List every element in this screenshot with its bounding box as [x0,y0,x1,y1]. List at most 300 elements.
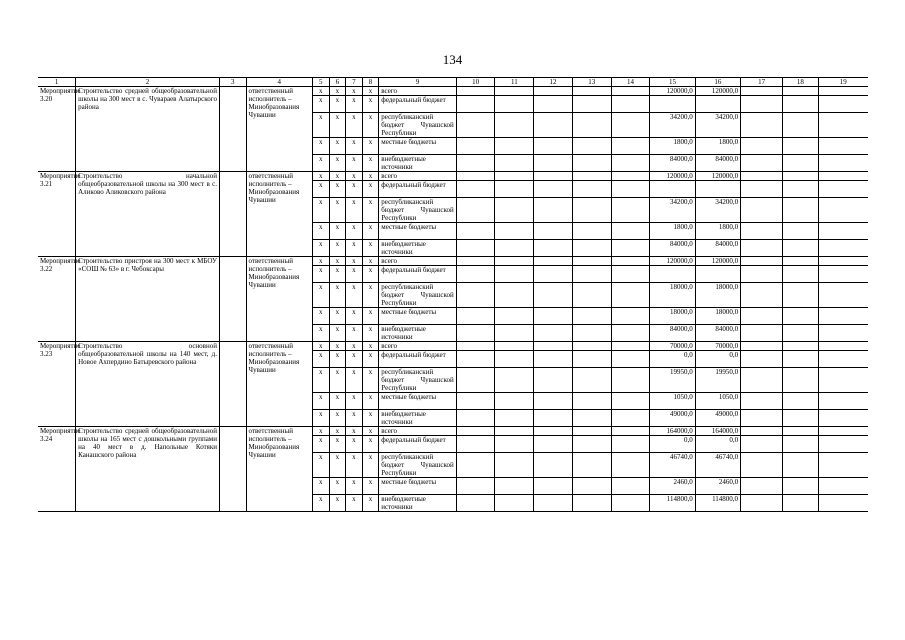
amount-col16: 2460,0 [695,478,740,495]
empty-cell [741,342,783,351]
amount-col16: 120000,0 [695,257,740,266]
funding-source: федеральный бюджет [379,96,456,113]
empty-cell [495,257,534,266]
mark-cell: x [346,96,363,113]
column-header: 6 [329,78,346,87]
mark-cell: x [329,266,346,283]
mark-cell: x [329,223,346,240]
empty-cell [741,308,783,325]
empty-cell [783,240,818,257]
mark-cell: x [312,240,329,257]
empty-cell [818,453,868,478]
empty-cell [534,368,573,393]
empty-cell [456,308,495,325]
empty-cell [818,393,868,410]
mark-cell: x [329,198,346,223]
empty-cell [456,393,495,410]
column-header: 3 [219,78,246,87]
mark-cell: x [329,410,346,427]
empty-cell [534,198,573,223]
empty-cell [495,223,534,240]
amount-col16: 34200,0 [695,113,740,138]
empty-cell [741,283,783,308]
funding-source: федеральный бюджет [379,181,456,198]
empty-cell [456,436,495,453]
mark-cell: x [329,368,346,393]
empty-cell [818,223,868,240]
mark-cell: x [346,198,363,223]
empty-cell [818,351,868,368]
empty-cell [611,87,650,96]
empty-cell [495,308,534,325]
funding-source: федеральный бюджет [379,266,456,283]
empty-cell [741,198,783,223]
empty-cell [741,410,783,427]
mark-cell: x [329,478,346,495]
empty-cell [741,87,783,96]
mark-cell: x [362,181,379,198]
amount-col16: 114800,0 [695,495,740,512]
mark-cell: x [329,308,346,325]
empty-cell [534,308,573,325]
empty-cell [572,181,611,198]
empty-cell [818,87,868,96]
empty-cell [495,181,534,198]
empty-cell [783,96,818,113]
empty-cell [783,172,818,181]
empty-cell [783,181,818,198]
amount-col15 [650,266,695,283]
mark-cell: x [312,393,329,410]
column-header: 1 [38,78,76,87]
empty-cell [456,478,495,495]
empty-cell [818,308,868,325]
empty-cell [456,172,495,181]
empty-cell [495,478,534,495]
empty-cell [741,427,783,436]
amount-col15: 18000,0 [650,283,695,308]
mark-cell: x [312,308,329,325]
empty-cell [456,198,495,223]
mark-cell: x [362,155,379,172]
executor: ответственный исполнитель – Минобразования Чувашии [246,172,312,257]
funding-source: федеральный бюджет [379,351,456,368]
empty-cell [572,478,611,495]
empty-cell [818,257,868,266]
empty-cell [534,436,573,453]
mark-cell: x [362,436,379,453]
measure-name: Строительство основной общеобразовательной школы на 140 мест, д. Новое Ахпердино Батыревского района [76,342,220,427]
empty-cell [611,351,650,368]
mark-cell: x [329,427,346,436]
empty-cell [495,266,534,283]
mark-cell: x [362,198,379,223]
empty-cell [611,436,650,453]
mark-cell: x [312,181,329,198]
mark-cell: x [329,240,346,257]
empty-cell [495,138,534,155]
column-header: 4 [246,78,312,87]
mark-cell: x [362,266,379,283]
column-header: 10 [456,78,495,87]
column-header: 15 [650,78,695,87]
empty-cell [572,495,611,512]
empty-cell [783,436,818,453]
empty-cell [534,495,573,512]
empty-cell [456,283,495,308]
mark-cell: x [362,495,379,512]
empty-cell [534,172,573,181]
empty-cell [456,240,495,257]
mark-cell: x [329,155,346,172]
mark-cell: x [346,308,363,325]
amount-col15: 1800,0 [650,223,695,240]
empty-cell [572,113,611,138]
empty-cell [495,113,534,138]
table-row [38,172,868,181]
empty-cell [611,113,650,138]
empty-cell [818,410,868,427]
empty-cell [611,96,650,113]
empty-cell [456,427,495,436]
mark-cell: x [362,351,379,368]
mark-cell: x [362,223,379,240]
empty-cell [611,453,650,478]
empty-cell [534,410,573,427]
mark-cell: x [346,325,363,342]
empty-cell [818,181,868,198]
measure-label: Мероприятие 3.21 [38,172,76,257]
amount-col16: 120000,0 [695,87,740,96]
empty-cell [219,257,246,342]
empty-cell [456,342,495,351]
empty-cell [741,96,783,113]
empty-cell [611,266,650,283]
empty-cell [572,453,611,478]
empty-cell [818,436,868,453]
empty-cell [818,495,868,512]
empty-cell [534,223,573,240]
funding-source: республиканский бюджет Чувашской Республики [379,113,456,138]
empty-cell [534,181,573,198]
amount-col15: 164000,0 [650,427,695,436]
empty-cell [572,325,611,342]
empty-cell [495,198,534,223]
empty-cell [818,113,868,138]
mark-cell: x [346,393,363,410]
empty-cell [611,223,650,240]
page-number: 134 [442,52,463,67]
mark-cell: x [312,87,329,96]
amount-col15: 84000,0 [650,325,695,342]
empty-cell [818,342,868,351]
mark-cell: x [346,87,363,96]
empty-cell [456,410,495,427]
empty-cell [456,96,495,113]
amount-col16: 18000,0 [695,283,740,308]
empty-cell [741,172,783,181]
mark-cell: x [346,172,363,181]
measure-name: Строительство начальной общеобразовательной школы на 300 мест в с. Аликово Аликовского района [76,172,220,257]
empty-cell [495,325,534,342]
empty-cell [495,283,534,308]
empty-cell [572,155,611,172]
column-header: 18 [783,78,818,87]
empty-cell [456,351,495,368]
amount-col16: 84000,0 [695,240,740,257]
executor: ответственный исполнитель – Минобразования Чувашии [246,342,312,427]
empty-cell [534,427,573,436]
empty-cell [495,436,534,453]
mark-cell: x [312,266,329,283]
empty-cell [741,113,783,138]
amount-col16 [695,96,740,113]
empty-cell [495,342,534,351]
mark-cell: x [329,181,346,198]
empty-cell [783,198,818,223]
empty-cell [611,240,650,257]
column-header: 13 [572,78,611,87]
mark-cell: x [346,495,363,512]
mark-cell: x [329,87,346,96]
empty-cell [611,138,650,155]
empty-cell [495,393,534,410]
funding-source: республиканский бюджет Чувашской Республики [379,198,456,223]
mark-cell: x [329,283,346,308]
column-header: 16 [695,78,740,87]
empty-cell [572,283,611,308]
empty-cell [572,436,611,453]
mark-cell: x [346,283,363,308]
empty-cell [783,138,818,155]
budget-table [38,77,868,512]
mark-cell: x [362,393,379,410]
mark-cell: x [312,138,329,155]
mark-cell: x [346,410,363,427]
empty-cell [456,223,495,240]
mark-cell: x [346,240,363,257]
mark-cell: x [312,436,329,453]
empty-cell [783,257,818,266]
mark-cell: x [346,453,363,478]
empty-cell [495,495,534,512]
empty-cell [611,198,650,223]
amount-col15: 84000,0 [650,155,695,172]
empty-cell [572,351,611,368]
empty-cell [611,181,650,198]
table-row [38,427,868,436]
empty-cell [741,325,783,342]
empty-cell [219,342,246,427]
empty-cell [611,393,650,410]
amount-col15: 34200,0 [650,198,695,223]
empty-cell [818,266,868,283]
empty-cell [818,96,868,113]
amount-col16 [695,266,740,283]
amount-col16: 84000,0 [695,325,740,342]
mark-cell: x [329,257,346,266]
measure-label: Мероприятие 3.24 [38,427,76,512]
empty-cell [611,325,650,342]
empty-cell [783,410,818,427]
empty-cell [572,198,611,223]
mark-cell: x [329,113,346,138]
funding-source: всего [379,427,456,436]
empty-cell [611,495,650,512]
measure-name: Строительство пристроя на 300 мест к МБОУ «СОШ № 63» в г. Чебоксары [76,257,220,342]
mark-cell: x [346,138,363,155]
mark-cell: x [362,138,379,155]
mark-cell: x [329,96,346,113]
empty-cell [534,393,573,410]
amount-col15 [650,96,695,113]
empty-cell [783,453,818,478]
mark-cell: x [312,257,329,266]
funding-source: внебюджетные источники [379,325,456,342]
mark-cell: x [362,410,379,427]
amount-col16: 84000,0 [695,155,740,172]
amount-col16: 0,0 [695,436,740,453]
amount-col16 [695,181,740,198]
mark-cell: x [312,325,329,342]
empty-cell [534,266,573,283]
column-header: 2 [76,78,220,87]
mark-cell: x [362,325,379,342]
mark-cell: x [362,453,379,478]
empty-cell [456,87,495,96]
empty-cell [456,368,495,393]
mark-cell: x [312,410,329,427]
empty-cell [534,342,573,351]
empty-cell [783,223,818,240]
empty-cell [572,257,611,266]
amount-col16: 120000,0 [695,172,740,181]
mark-cell: x [329,138,346,155]
mark-cell: x [329,172,346,181]
empty-cell [572,393,611,410]
empty-cell [611,342,650,351]
empty-cell [572,223,611,240]
empty-cell [456,495,495,512]
mark-cell: x [346,266,363,283]
amount-col15: 19950,0 [650,368,695,393]
mark-cell: x [362,87,379,96]
empty-cell [818,138,868,155]
mark-cell: x [312,453,329,478]
amount-col15: 46740,0 [650,453,695,478]
funding-source: местные бюджеты [379,223,456,240]
empty-cell [495,172,534,181]
funding-source: внебюджетные источники [379,240,456,257]
empty-cell [611,427,650,436]
mark-cell: x [346,223,363,240]
mark-cell: x [312,368,329,393]
mark-cell: x [346,113,363,138]
funding-source: внебюджетные источники [379,410,456,427]
column-header: 19 [818,78,868,87]
empty-cell [456,453,495,478]
mark-cell: x [329,342,346,351]
empty-cell [572,87,611,96]
empty-cell [818,325,868,342]
measure-name: Строительство средней общеобразовательной школы на 300 мест в с. Чувараев Алатырского района [76,87,220,172]
empty-cell [783,342,818,351]
mark-cell: x [362,283,379,308]
mark-cell: x [346,342,363,351]
empty-cell [219,172,246,257]
empty-cell [534,155,573,172]
funding-source: местные бюджеты [379,308,456,325]
empty-cell [783,87,818,96]
table-row [38,87,868,96]
amount-col16: 1800,0 [695,138,740,155]
amount-col16: 164000,0 [695,427,740,436]
mark-cell: x [312,351,329,368]
empty-cell [495,368,534,393]
amount-col15: 84000,0 [650,240,695,257]
empty-cell [495,87,534,96]
measure-label: Мероприятие 3.20 [38,87,76,172]
empty-cell [741,368,783,393]
amount-col16: 46740,0 [695,453,740,478]
mark-cell: x [329,453,346,478]
empty-cell [495,96,534,113]
funding-source: внебюджетные источники [379,495,456,512]
empty-cell [818,155,868,172]
amount-col15: 70000,0 [650,342,695,351]
funding-source: федеральный бюджет [379,436,456,453]
empty-cell [456,325,495,342]
mark-cell: x [312,283,329,308]
mark-cell: x [312,427,329,436]
amount-col16: 34200,0 [695,198,740,223]
amount-col16: 18000,0 [695,308,740,325]
column-header: 11 [495,78,534,87]
mark-cell: x [312,172,329,181]
amount-col15: 0,0 [650,351,695,368]
amount-col15: 120000,0 [650,257,695,266]
column-header: 7 [346,78,363,87]
empty-cell [741,478,783,495]
amount-col16: 19950,0 [695,368,740,393]
empty-cell [741,257,783,266]
empty-cell [741,138,783,155]
amount-col15: 1800,0 [650,138,695,155]
empty-cell [611,155,650,172]
amount-col16: 49000,0 [695,410,740,427]
mark-cell: x [329,351,346,368]
column-header: 12 [534,78,573,87]
empty-cell [534,453,573,478]
empty-cell [783,368,818,393]
empty-cell [534,283,573,308]
empty-cell [741,453,783,478]
empty-cell [818,478,868,495]
mark-cell: x [362,172,379,181]
empty-cell [783,427,818,436]
empty-cell [741,181,783,198]
mark-cell: x [362,368,379,393]
empty-cell [818,172,868,181]
amount-col15: 49000,0 [650,410,695,427]
empty-cell [572,172,611,181]
empty-cell [456,257,495,266]
mark-cell: x [362,113,379,138]
empty-cell [572,427,611,436]
empty-cell [534,478,573,495]
funding-source: внебюджетные источники [379,155,456,172]
empty-cell [741,393,783,410]
